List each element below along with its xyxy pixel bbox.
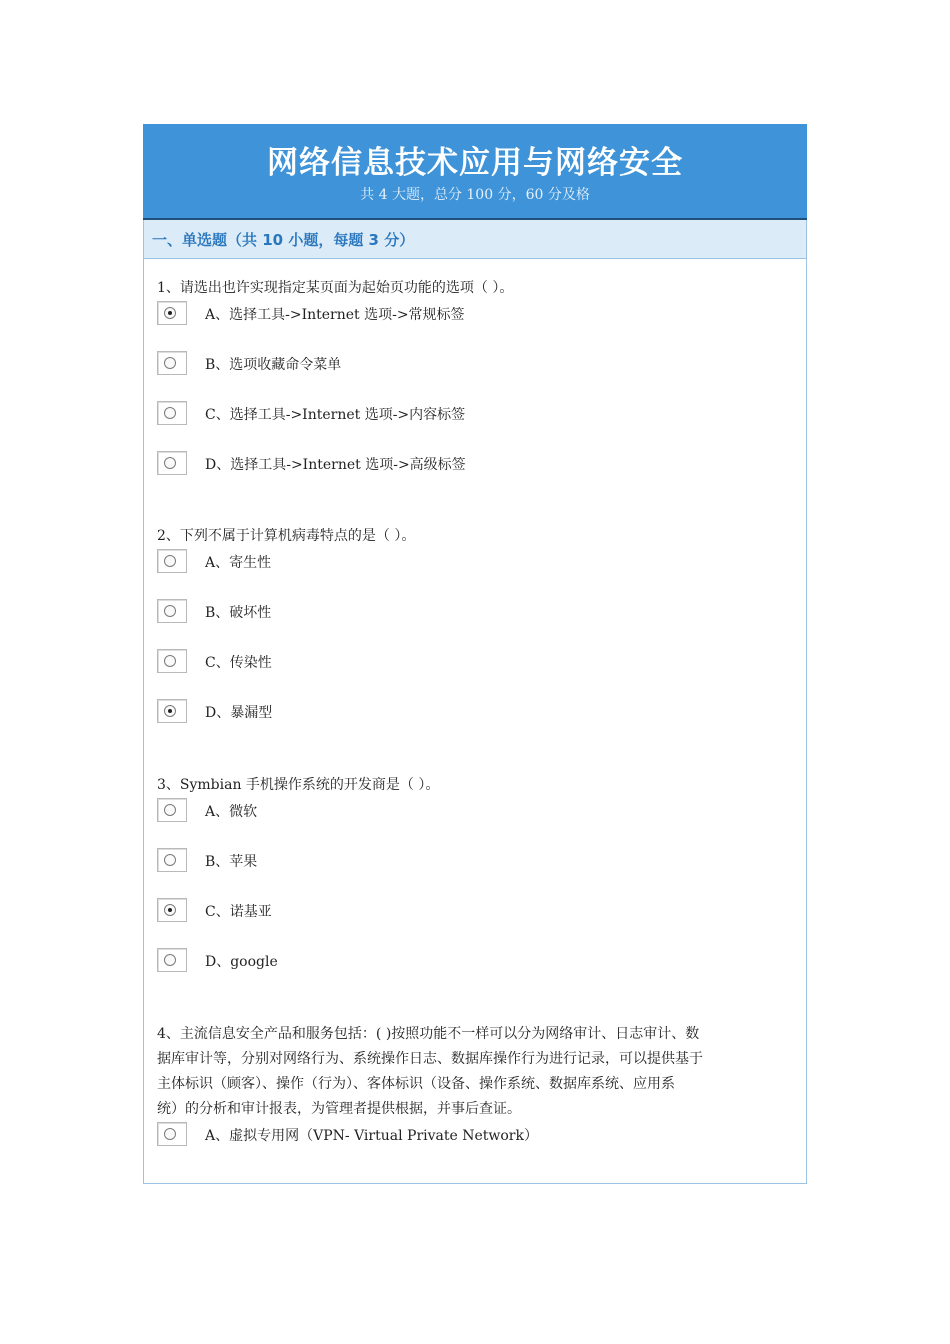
question-list (143, 259, 807, 1184)
question-text: 3、Symbian 手机操作系统的开发商是（ ）。 (157, 777, 440, 793)
question-text: 1、请选出也许实现指定某页面为起始页功能的选项（ ）。 (157, 280, 514, 296)
option-label: A、虚拟专用网（VPN- Virtual Private Network） (205, 1128, 538, 1144)
radio-circle-icon (164, 407, 176, 419)
option-a[interactable] (157, 301, 782, 351)
radio-button[interactable] (157, 401, 187, 425)
radio-circle-icon (164, 1128, 176, 1140)
radio-dot-icon (164, 705, 176, 717)
option-label: C、传染性 (205, 655, 272, 671)
option-b[interactable] (157, 599, 782, 649)
option-label: B、选项收藏命令菜单 (205, 357, 342, 373)
radio-circle-icon (164, 854, 176, 866)
option-label: D、暴漏型 (205, 705, 273, 721)
option-d[interactable] (157, 451, 782, 501)
radio-button[interactable] (157, 351, 187, 375)
option-label: C、选择工具->Internet 选项->内容标签 (205, 407, 466, 423)
option-label: B、破坏性 (205, 605, 272, 621)
question-2 (157, 524, 782, 749)
option-b[interactable] (157, 351, 782, 401)
radio-button-selected[interactable] (157, 301, 187, 325)
radio-button[interactable] (157, 1122, 187, 1146)
radio-circle-icon (164, 655, 176, 667)
question-1 (157, 276, 782, 501)
option-a[interactable] (157, 798, 782, 848)
exam-subtitle: 共 4 大题，总分 100 分，60 分及格 (360, 187, 590, 203)
radio-dot-icon (164, 904, 176, 916)
radio-circle-icon (164, 605, 176, 617)
option-label: D、google (205, 954, 278, 970)
radio-button-selected[interactable] (157, 898, 187, 922)
radio-circle-icon (164, 357, 176, 369)
radio-button[interactable] (157, 798, 187, 822)
option-d[interactable] (157, 699, 782, 749)
question-text-line: 据库审计等，分别对网络行为、系统操作日志、数据库操作行为进行记录，可以提供基于 (157, 1051, 703, 1067)
option-label: A、选择工具->Internet 选项->常规标签 (205, 307, 465, 323)
question-text-line: 4、主流信息安全产品和服务包括：( )按照功能不一样可以分为网络审计、日志审计、数 (157, 1026, 700, 1042)
question-text-line: 统）的分析和审计报表，为管理者提供根据，并事后查证。 (157, 1101, 521, 1117)
radio-button[interactable] (157, 451, 187, 475)
radio-button-selected[interactable] (157, 699, 187, 723)
option-label: B、苹果 (205, 854, 258, 870)
question-3 (157, 773, 782, 998)
section-header (143, 220, 807, 259)
option-a[interactable] (157, 1122, 782, 1172)
radio-circle-icon (164, 457, 176, 469)
option-label: C、诺基亚 (205, 904, 272, 920)
option-c[interactable] (157, 898, 782, 948)
radio-circle-icon (164, 954, 176, 966)
option-b[interactable] (157, 848, 782, 898)
section-title: 一、单选题（共 10 小题，每题 3 分） (152, 231, 415, 249)
radio-button[interactable] (157, 948, 187, 972)
radio-button[interactable] (157, 599, 187, 623)
radio-button[interactable] (157, 549, 187, 573)
option-c[interactable] (157, 401, 782, 451)
exam-title: 网络信息技术应用与网络安全 (267, 145, 683, 181)
option-label: A、微软 (205, 804, 258, 820)
option-label: D、选择工具->Internet 选项->高级标签 (205, 457, 466, 473)
radio-button[interactable] (157, 848, 187, 872)
question-4 (157, 1022, 782, 1172)
radio-button[interactable] (157, 649, 187, 673)
exam-header (143, 124, 807, 220)
question-text: 2、下列不属于计算机病毒特点的是（ ）。 (157, 528, 416, 544)
question-text-line: 主体标识（顾客）、操作（行为）、客体标识（设备、操作系统、数据库系统、应用系 (157, 1076, 675, 1092)
option-label: A、寄生性 (205, 555, 272, 571)
option-a[interactable] (157, 549, 782, 599)
option-d[interactable] (157, 948, 782, 998)
radio-circle-icon (164, 804, 176, 816)
exam-paper (143, 124, 807, 1184)
option-c[interactable] (157, 649, 782, 699)
radio-circle-icon (164, 555, 176, 567)
radio-dot-icon (164, 307, 176, 319)
